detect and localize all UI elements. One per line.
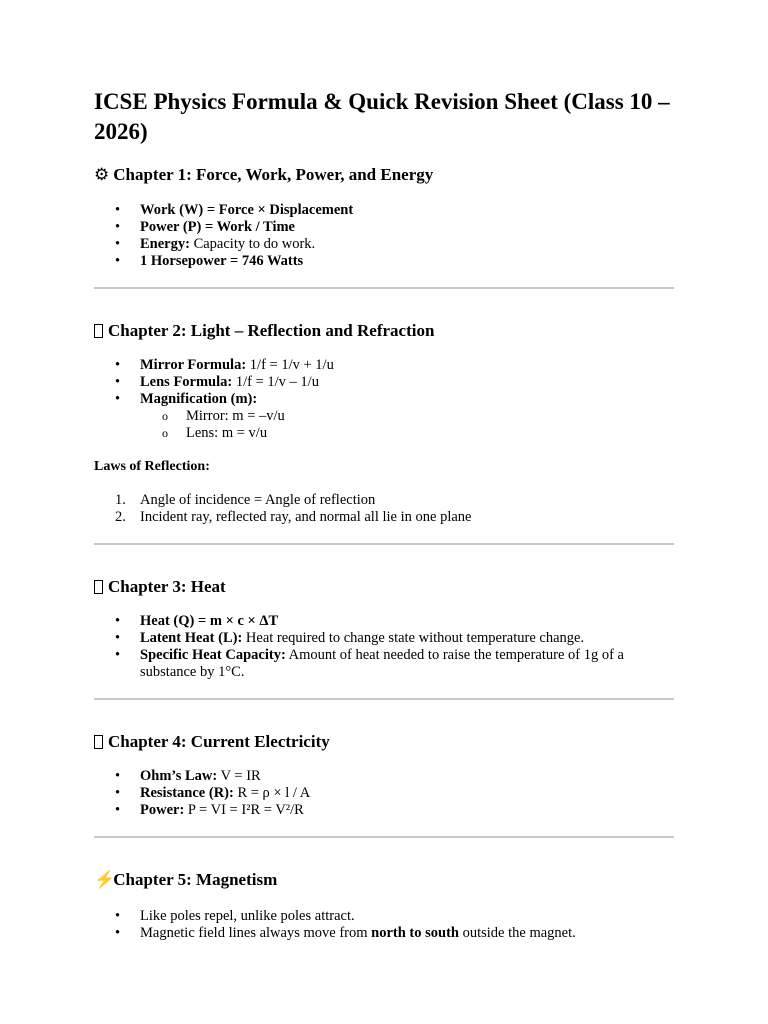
divider bbox=[94, 836, 674, 838]
missing-glyph-icon bbox=[94, 324, 103, 338]
chapter-3-title: Chapter 3: Heat bbox=[108, 577, 226, 596]
formula-bold: Heat (Q) = m × c × ΔT bbox=[140, 613, 279, 629]
formula-bold: Power (P) = Work / Time bbox=[140, 219, 295, 235]
list-item bbox=[94, 253, 674, 270]
chapter-2-list bbox=[94, 357, 674, 442]
chapter-4-heading bbox=[94, 732, 674, 752]
formula-bold: 1 Horsepower = 746 Watts bbox=[140, 253, 304, 269]
term-text: 1/f = 1/v – 1/u bbox=[232, 374, 319, 390]
list-item bbox=[94, 785, 674, 802]
list-item bbox=[94, 768, 674, 785]
item-text: Magnetic field lines always move from bbox=[140, 925, 372, 941]
item-number: 1. bbox=[115, 492, 126, 508]
list-item bbox=[94, 391, 674, 442]
formula-bold: Work (W) = Force × Displacement bbox=[140, 202, 354, 218]
term-text: Capacity to do work. bbox=[189, 236, 316, 252]
divider bbox=[94, 287, 674, 289]
term-bold: Magnification (m): bbox=[140, 391, 258, 407]
missing-glyph-icon bbox=[94, 580, 103, 594]
chapter-2-title: Chapter 2: Light – Reflection and Refraction bbox=[108, 321, 435, 340]
list-item bbox=[94, 925, 674, 942]
term-text: Heat required to change state without temperature change. bbox=[242, 630, 585, 646]
term-text: R = ρ × l / A bbox=[233, 785, 311, 801]
item-text: Incident ray, reflected ray, and normal all lie in one plane bbox=[140, 509, 472, 525]
term-text: Amount of heat needed to raise the temperature of 1g of a substance by 1°C. bbox=[140, 647, 624, 680]
divider bbox=[94, 698, 674, 700]
list-item bbox=[94, 219, 674, 236]
page-title: ICSE Physics Formula & Quick Revision Sheet (Class 10 – 2026) bbox=[94, 89, 670, 144]
term-bold: Latent Heat (L): bbox=[140, 630, 243, 646]
chapter-2-heading bbox=[94, 321, 674, 341]
sub-list-item: o Mirror: m = –v/u bbox=[94, 408, 674, 425]
list-item bbox=[94, 647, 674, 681]
chapter-4-list bbox=[94, 768, 674, 819]
term-bold: Power: bbox=[140, 802, 185, 818]
chapter-3-list bbox=[94, 613, 674, 681]
term-bold: Mirror Formula: bbox=[140, 357, 247, 373]
term-bold: Energy: bbox=[140, 236, 190, 252]
chapter-1-title: Chapter 1: Force, Work, Power, and Energy bbox=[113, 165, 434, 184]
item-text: Angle of incidence = Angle of reflection bbox=[140, 492, 376, 508]
term-text: P = VI = I²R = V²/R bbox=[184, 802, 304, 818]
list-item bbox=[94, 357, 674, 374]
chapter-5-heading bbox=[94, 870, 674, 890]
term-bold: Resistance (R): bbox=[140, 785, 234, 801]
gear-icon: ⚙ bbox=[94, 165, 110, 184]
term-text: V = IR bbox=[217, 768, 261, 784]
divider bbox=[94, 543, 674, 545]
list-item bbox=[94, 202, 674, 219]
list-item bbox=[94, 802, 674, 819]
term-text: 1/f = 1/v + 1/u bbox=[246, 357, 334, 373]
laws-of-reflection-heading: Laws of Reflection: bbox=[94, 459, 210, 474]
missing-glyph-icon bbox=[94, 735, 103, 749]
chapter-5-list bbox=[94, 908, 674, 942]
lightning-icon: ⚡ bbox=[94, 870, 116, 889]
chapter-4-title: Chapter 4: Current Electricity bbox=[108, 732, 330, 751]
term-bold: Ohm’s Law: bbox=[140, 768, 218, 784]
numbered-item bbox=[94, 492, 674, 509]
list-item bbox=[94, 908, 674, 925]
chapter-1-heading bbox=[94, 165, 674, 185]
chapter-1-list bbox=[94, 202, 674, 270]
item-text: Like poles repel, unlike poles attract. bbox=[140, 908, 355, 924]
term-bold: Lens Formula: bbox=[140, 374, 233, 390]
emphasis-bold: north to south bbox=[371, 925, 459, 941]
term-bold: Specific Heat Capacity: bbox=[140, 647, 286, 663]
list-item bbox=[94, 613, 674, 630]
sub-list-item: o Lens: m = v/u bbox=[94, 425, 674, 442]
numbered-item bbox=[94, 509, 674, 526]
chapter-3-heading bbox=[94, 577, 674, 597]
list-item bbox=[94, 236, 674, 253]
magnification-sublist bbox=[140, 408, 674, 442]
item-number: 2. bbox=[115, 509, 126, 525]
list-item bbox=[94, 630, 674, 647]
item-text: outside the magnet. bbox=[458, 925, 576, 941]
laws-list bbox=[94, 492, 674, 526]
list-item bbox=[94, 374, 674, 391]
chapter-5-title: Chapter 5: Magnetism bbox=[113, 870, 278, 889]
